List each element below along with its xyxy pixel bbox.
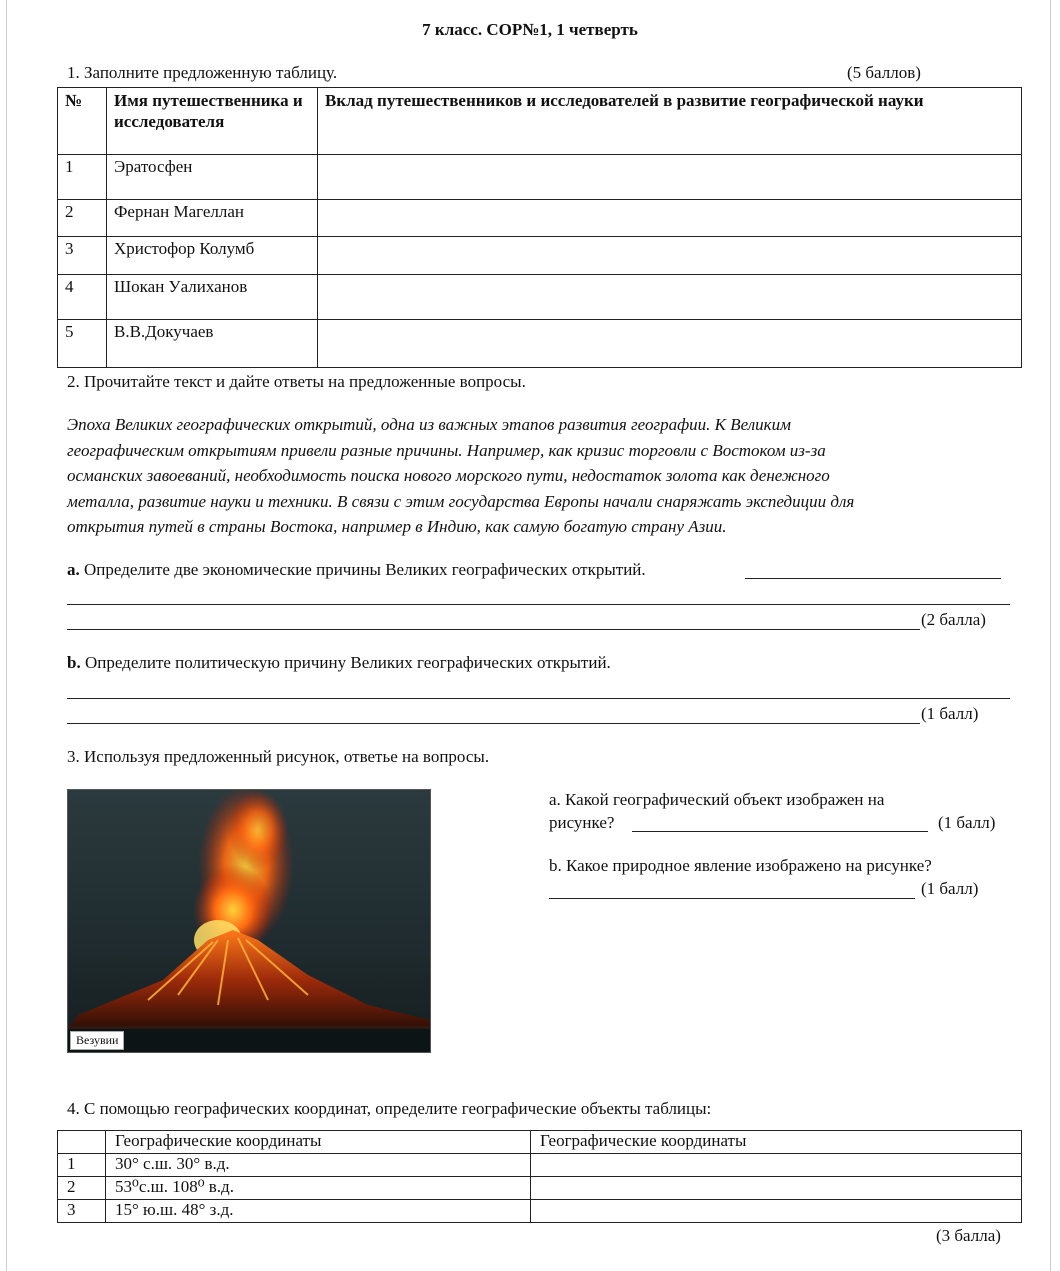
q1-header-name: Имя путешественника и исследователя	[107, 88, 318, 155]
q2a-question	[67, 560, 646, 580]
object-answer-cell[interactable]	[531, 1177, 1022, 1200]
q2b-text: Определите политическую причину Великих географических открытий.	[84, 653, 611, 672]
q1-header-contribution: Вклад путешественников и исследователей в развитие географической науки	[318, 88, 1022, 155]
table-row	[58, 237, 1022, 275]
table-row	[58, 200, 1022, 237]
row-number: 3	[58, 1200, 106, 1223]
traveler-name: В.В.Докучаев	[107, 320, 318, 368]
table-row	[58, 275, 1022, 320]
q2a-answer-line-2[interactable]	[67, 604, 1010, 605]
row-number: 3	[58, 237, 107, 275]
contribution-cell[interactable]	[318, 320, 1022, 368]
image-caption: Везувии	[70, 1031, 124, 1050]
q2b-question	[67, 653, 611, 673]
coordinates-cell: 30° с.ш. 30° в.д.	[106, 1154, 531, 1177]
object-answer-cell[interactable]	[531, 1154, 1022, 1177]
q3b-text: b. Какое природное явление изображено на рисунке?	[549, 856, 932, 875]
row-number: 2	[58, 1177, 106, 1200]
contribution-cell[interactable]	[318, 155, 1022, 200]
q4-header-num	[58, 1131, 106, 1154]
row-number: 5	[58, 320, 107, 368]
volcano-image	[67, 789, 431, 1053]
q2a-text: Определите две экономические причины Великих географических открытий.	[84, 560, 646, 579]
traveler-name: Фернан Магеллан	[107, 200, 318, 237]
table-row	[58, 155, 1022, 200]
q4-table	[57, 1130, 1022, 1223]
contribution-cell[interactable]	[318, 275, 1022, 320]
q1-header-num: №	[58, 88, 107, 155]
page-right-edge	[1050, 0, 1051, 1271]
q2a-answer-line-3[interactable]	[67, 629, 920, 630]
contribution-cell[interactable]	[318, 200, 1022, 237]
q4-points: (3 балла)	[936, 1226, 1001, 1245]
page-title: 7 класс. СОР№1, 1 четверть	[422, 20, 638, 39]
q4-text: 4. С помощью географических координат, определите географические объекты таблицы:	[67, 1099, 712, 1118]
q2-text: 2. Прочитайте текст и дайте ответы на предложенные вопросы.	[67, 372, 526, 391]
traveler-name: Шокан Уалиханов	[107, 275, 318, 320]
q1-table	[57, 87, 1022, 368]
q1-text: 1. Заполните предложенную таблицу.	[67, 63, 338, 82]
row-number: 2	[58, 200, 107, 237]
q3a-line-1: a. Какой географический объект изображен на	[549, 790, 885, 809]
contribution-cell[interactable]	[318, 237, 1022, 275]
q4-header-coords: Географические координаты	[106, 1131, 531, 1154]
q3a-points: (1 балл)	[938, 813, 996, 832]
table-row	[58, 1200, 1022, 1223]
row-number: 1	[58, 155, 107, 200]
table-row	[58, 1177, 1022, 1200]
table-row	[58, 320, 1022, 368]
paragraph-line: географическим открытиям привели разные причины. Например, как кризис торговли с Востоком из-за	[67, 440, 826, 460]
q2b-answer-line-2[interactable]	[67, 723, 920, 724]
object-answer-cell[interactable]	[531, 1200, 1022, 1223]
traveler-name: Эратосфен	[107, 155, 318, 200]
q3a-answer-line[interactable]	[632, 831, 928, 832]
q3b-points: (1 балл)	[921, 879, 979, 898]
q1-points: (5 баллов)	[847, 63, 921, 82]
coordinates-cell: 53⁰с.ш. 108⁰ в.д.	[106, 1177, 531, 1200]
paragraph-line: османских завоеваний, необходимость поиска нового морского пути, недостаток золота как денежного	[67, 466, 830, 485]
q2a-answer-line-1[interactable]	[745, 578, 1001, 579]
row-number: 4	[58, 275, 107, 320]
paragraph-line: металла, развитие науки и техники. В связи с этим государства Европы начали снаряжать экспедиции для	[67, 491, 855, 511]
row-number: 1	[58, 1154, 106, 1177]
table-row	[58, 1154, 1022, 1177]
q2a-points: (2 балла)	[921, 610, 986, 629]
q2a-label: a.	[67, 560, 80, 579]
q3-text: 3. Используя предложенный рисунок, ответье на вопросы.	[67, 747, 490, 766]
q2b-answer-line-1[interactable]	[67, 698, 1010, 699]
volcano-eruption-icon	[68, 790, 430, 1052]
paragraph-line: открытия путей в страны Востока, например в Индию, как самую богатую страну Азии.	[67, 517, 727, 536]
q2-paragraph	[67, 412, 1027, 540]
q3b-answer-line[interactable]	[549, 898, 915, 899]
traveler-name: Христофор Колумб	[107, 237, 318, 275]
q4-header-object: Географические координаты	[531, 1131, 1022, 1154]
q2b-label: b.	[67, 653, 81, 672]
q2b-points: (1 балл)	[921, 704, 979, 723]
q3a-line-2: рисунке?	[549, 813, 615, 832]
paragraph-line: Эпоха Великих географических открытий, одна из важных этапов развития географии. К Великим	[67, 415, 791, 434]
coordinates-cell: 15° ю.ш. 48° з.д.	[106, 1200, 531, 1223]
page-left-edge	[6, 0, 7, 1271]
